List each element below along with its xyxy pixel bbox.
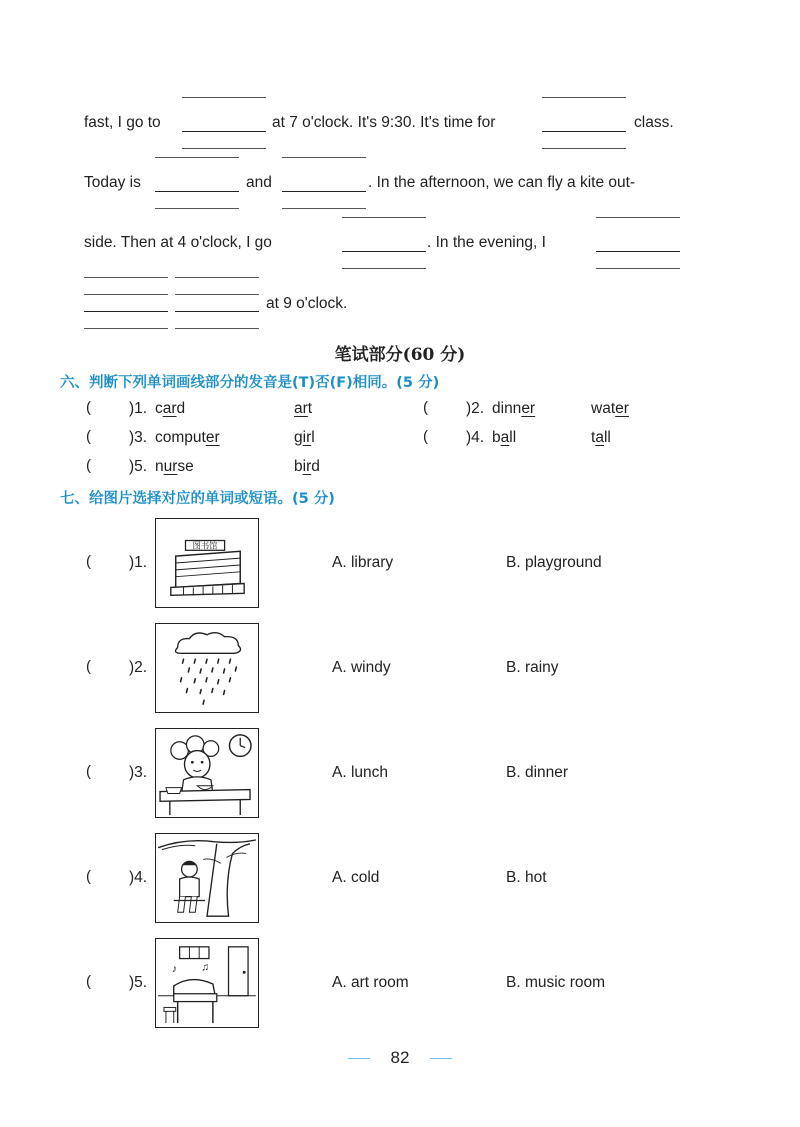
answer-paren[interactable]: (	[86, 658, 91, 675]
writing-guide-line	[542, 148, 626, 149]
answer-blank-1[interactable]	[182, 131, 266, 132]
writing-guide-line	[84, 277, 168, 278]
answer-blank-7[interactable]	[84, 311, 168, 312]
rain-cloud-icon	[155, 623, 259, 713]
svg-text:♪: ♪	[171, 963, 178, 976]
writing-guide-line	[155, 208, 239, 209]
answer-paren[interactable]: (	[86, 457, 91, 474]
passage-text: . In the afternoon, we can fly a kite out-	[368, 174, 636, 191]
passage-text: Today is	[84, 174, 141, 191]
word-b: tall	[591, 429, 611, 446]
answer-paren[interactable]: (	[86, 763, 91, 780]
option-b[interactable]: B. hot	[506, 869, 547, 886]
passage-text: at 7 o'clock. It's 9:30. It's time for	[272, 114, 496, 131]
option-b[interactable]: B. music room	[506, 974, 606, 991]
option-a[interactable]: A. lunch	[332, 764, 389, 781]
written-part-title: 笔试部分(60 分)	[334, 345, 466, 365]
passage-text: and	[246, 174, 272, 191]
writing-guide-line	[182, 97, 266, 98]
section-6-title: 六、判断下列单词画线部分的发音是(T)否(F)相同。(5 分)	[60, 375, 440, 391]
answer-paren[interactable]: (	[86, 868, 91, 885]
word-b: girl	[294, 429, 315, 446]
item-number: )5.	[129, 974, 148, 991]
option-a[interactable]: A. windy	[332, 659, 391, 676]
answer-paren[interactable]: (	[86, 428, 91, 445]
girl-eating-icon	[155, 728, 259, 818]
writing-guide-line	[282, 208, 366, 209]
answer-blank-3[interactable]	[155, 191, 239, 192]
svg-text:♫: ♫	[201, 961, 210, 974]
answer-paren[interactable]: (	[86, 399, 91, 416]
answer-paren[interactable]: (	[86, 973, 91, 990]
page-number: 82	[390, 1048, 410, 1067]
item-number: )4.	[129, 869, 148, 886]
item-number: )3.	[129, 429, 148, 446]
item-number: )3.	[129, 764, 148, 781]
option-a[interactable]: A. art room	[332, 974, 409, 991]
passage-text: fast, I go to	[84, 114, 161, 131]
passage-text: class.	[634, 114, 674, 131]
word-a: dinner	[492, 400, 536, 417]
writing-guide-line	[175, 277, 259, 278]
answer-paren[interactable]: (	[86, 553, 91, 570]
library-building-icon	[155, 518, 259, 608]
writing-guide-line	[342, 217, 426, 218]
item-number: )2.	[466, 400, 485, 417]
word-b: water	[591, 400, 629, 417]
option-b[interactable]: B. rainy	[506, 659, 559, 676]
word-a: computer	[155, 429, 220, 446]
item-number: )1.	[129, 554, 148, 571]
option-a[interactable]: A. library	[332, 554, 394, 571]
writing-guide-line	[282, 157, 366, 158]
answer-blank-2[interactable]	[542, 131, 626, 132]
boy-under-tree-icon	[155, 833, 259, 923]
answer-blank-4[interactable]	[282, 191, 366, 192]
option-b[interactable]: B. playground	[506, 554, 602, 571]
word-a: card	[155, 400, 186, 417]
pic-label: 图书馆	[192, 540, 218, 551]
passage-text: at 9 o'clock.	[266, 295, 348, 312]
footer-decor-line	[348, 1058, 370, 1059]
item-number: )5.	[129, 458, 148, 475]
writing-guide-line	[596, 268, 680, 269]
item-number: )4.	[466, 429, 485, 446]
writing-guide-line	[84, 328, 168, 329]
word-a: nurse	[155, 458, 194, 475]
writing-guide-line	[596, 217, 680, 218]
answer-blank-6[interactable]	[596, 251, 680, 252]
answer-blank-8[interactable]	[175, 311, 259, 312]
word-b: bird	[294, 458, 320, 475]
writing-guide-line	[342, 268, 426, 269]
piano-room-icon	[155, 938, 259, 1028]
option-a[interactable]: A. cold	[332, 869, 380, 886]
word-a: ball	[492, 429, 517, 446]
writing-guide-line	[84, 294, 168, 295]
option-b[interactable]: B. dinner	[506, 764, 569, 781]
footer-decor-line	[430, 1058, 452, 1059]
writing-guide-line	[542, 97, 626, 98]
passage-text: . In the evening, I	[427, 234, 546, 251]
answer-paren[interactable]: (	[423, 428, 428, 445]
answer-paren[interactable]: (	[423, 399, 428, 416]
writing-guide-line	[155, 157, 239, 158]
writing-guide-line	[175, 328, 259, 329]
item-number: )1.	[129, 400, 148, 417]
item-number: )2.	[129, 659, 148, 676]
writing-guide-line	[182, 148, 266, 149]
word-b: art	[294, 400, 313, 417]
writing-guide-line	[175, 294, 259, 295]
answer-blank-5[interactable]	[342, 251, 426, 252]
section-7-title: 七、给图片选择对应的单词或短语。(5 分)	[60, 491, 335, 507]
passage-text: side. Then at 4 o'clock, I go	[84, 234, 272, 251]
